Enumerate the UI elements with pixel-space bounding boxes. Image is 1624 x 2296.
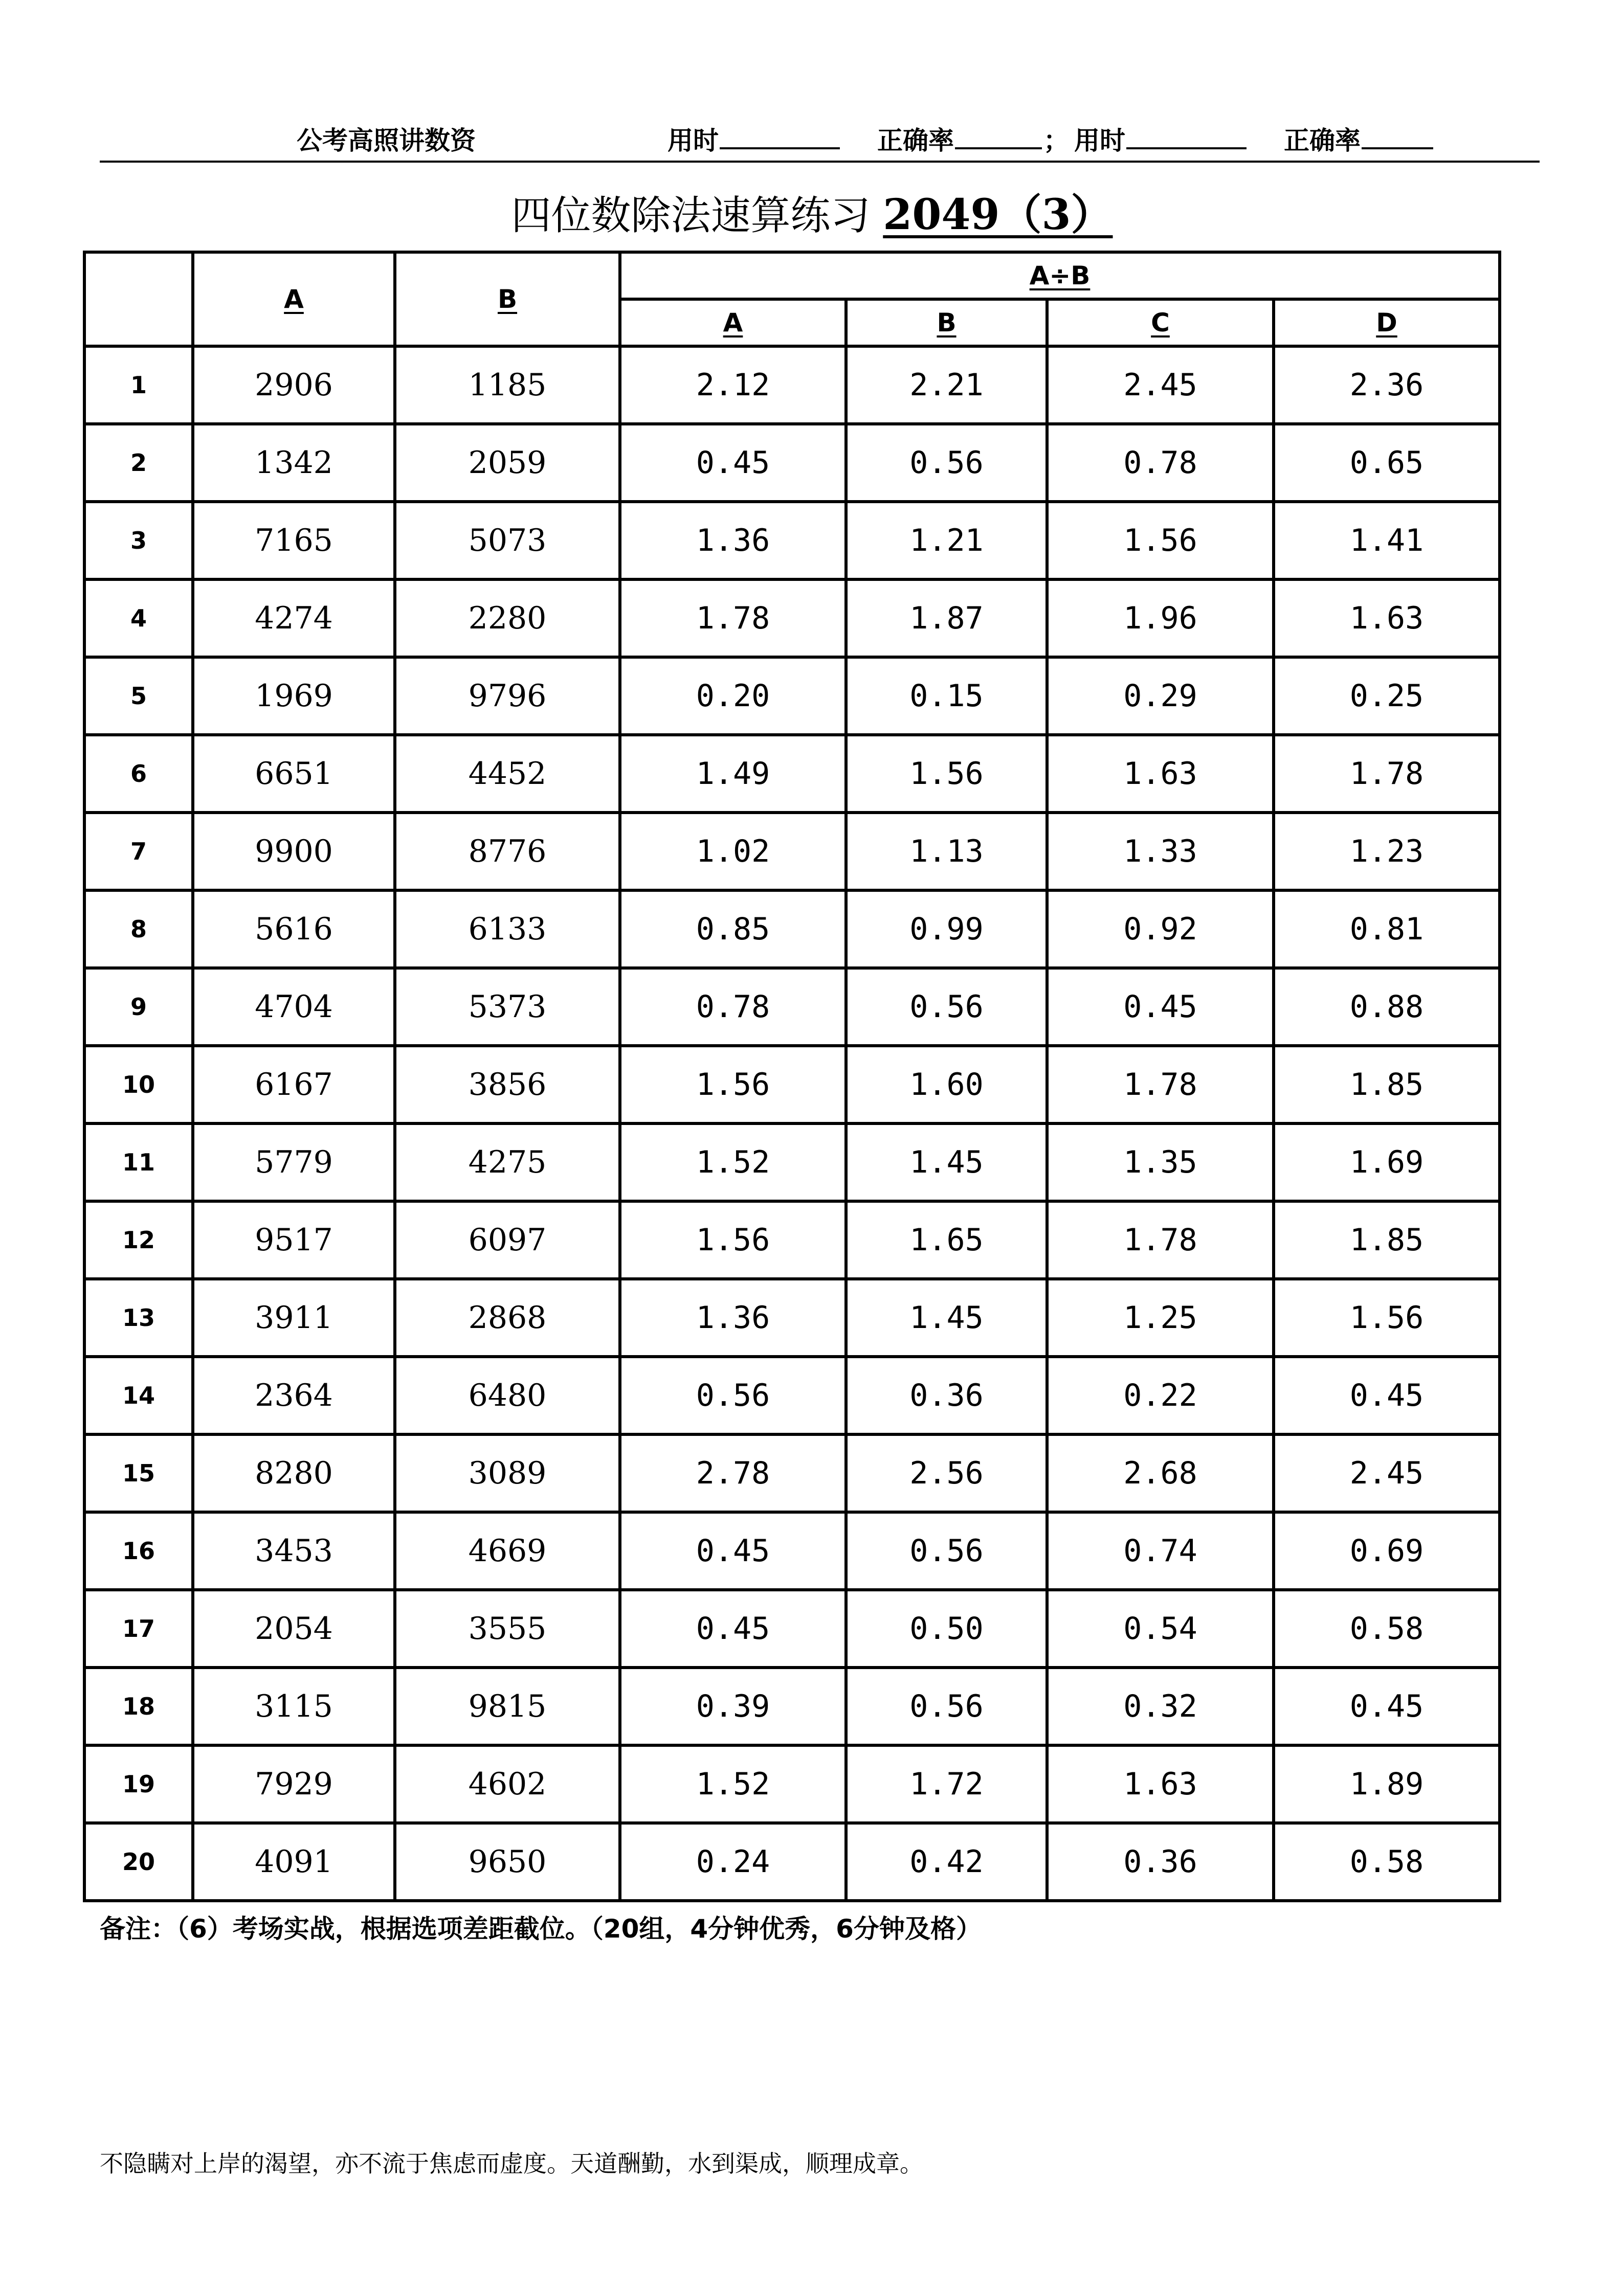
option-a[interactable]: 0.45 bbox=[620, 1590, 846, 1668]
option-a[interactable]: 0.85 bbox=[620, 890, 846, 968]
accuracy-blank-1[interactable] bbox=[955, 125, 1042, 149]
option-c[interactable]: 1.25 bbox=[1047, 1279, 1274, 1357]
option-b[interactable]: 1.21 bbox=[846, 502, 1047, 579]
value-b: 6480 bbox=[395, 1357, 620, 1434]
value-b: 3089 bbox=[395, 1434, 620, 1512]
time-blank-2[interactable] bbox=[1126, 125, 1247, 149]
time-label-2: 用时 bbox=[1074, 126, 1125, 155]
header-group bbox=[620, 252, 1500, 299]
table-row bbox=[84, 1046, 1500, 1123]
option-a[interactable]: 0.78 bbox=[620, 968, 846, 1046]
option-c[interactable]: 1.78 bbox=[1047, 1046, 1274, 1123]
value-a: 5779 bbox=[193, 1123, 395, 1201]
header-option-label: D bbox=[1376, 308, 1397, 337]
table-row bbox=[84, 1434, 1500, 1512]
table-row bbox=[84, 346, 1500, 424]
option-b[interactable]: 1.45 bbox=[846, 1279, 1047, 1357]
option-d[interactable]: 2.45 bbox=[1274, 1434, 1500, 1512]
table-row bbox=[84, 1123, 1500, 1201]
option-c[interactable]: 0.74 bbox=[1047, 1512, 1274, 1590]
value-a: 4274 bbox=[193, 579, 395, 657]
value-b: 2280 bbox=[395, 579, 620, 657]
option-a[interactable]: 1.78 bbox=[620, 579, 846, 657]
row-number: 18 bbox=[84, 1668, 193, 1745]
option-b[interactable]: 1.65 bbox=[846, 1201, 1047, 1279]
row-number: 13 bbox=[84, 1279, 193, 1357]
option-c[interactable]: 1.56 bbox=[1047, 502, 1274, 579]
header-index-cell bbox=[84, 252, 193, 346]
option-d[interactable]: 1.78 bbox=[1274, 735, 1500, 813]
value-a: 4704 bbox=[193, 968, 395, 1046]
row-number: 17 bbox=[84, 1590, 193, 1668]
value-b: 2059 bbox=[395, 424, 620, 502]
option-b[interactable]: 1.13 bbox=[846, 813, 1047, 890]
value-b: 8776 bbox=[395, 813, 620, 890]
option-c[interactable]: 0.22 bbox=[1047, 1357, 1274, 1434]
option-a[interactable]: 0.39 bbox=[620, 1668, 846, 1745]
note-text: 备注：（6）考场实战，根据选项差距截位。（20组，4分钟优秀，6分钟及格） bbox=[100, 1914, 982, 1944]
header-option-a bbox=[620, 299, 846, 346]
row-number: 12 bbox=[84, 1201, 193, 1279]
option-c[interactable]: 0.54 bbox=[1047, 1590, 1274, 1668]
option-c[interactable]: 0.36 bbox=[1047, 1823, 1274, 1901]
option-c[interactable]: 0.32 bbox=[1047, 1668, 1274, 1745]
option-d[interactable]: 1.85 bbox=[1274, 1201, 1500, 1279]
value-b: 9796 bbox=[395, 657, 620, 735]
option-a[interactable]: 1.36 bbox=[620, 502, 846, 579]
value-b: 6133 bbox=[395, 890, 620, 968]
value-b: 9650 bbox=[395, 1823, 620, 1901]
option-b[interactable]: 0.56 bbox=[846, 1668, 1047, 1745]
row-number: 2 bbox=[84, 424, 193, 502]
header-source-label: 公考高照讲数资 bbox=[297, 126, 476, 155]
option-b[interactable]: 0.15 bbox=[846, 657, 1047, 735]
header-option-c bbox=[1047, 299, 1274, 346]
value-b: 6097 bbox=[395, 1201, 620, 1279]
value-b: 3856 bbox=[395, 1046, 620, 1123]
option-a[interactable]: 1.36 bbox=[620, 1279, 846, 1357]
option-a[interactable]: 1.52 bbox=[620, 1745, 846, 1823]
option-b[interactable]: 0.56 bbox=[846, 424, 1047, 502]
value-a: 7929 bbox=[193, 1745, 395, 1823]
option-b[interactable]: 0.56 bbox=[846, 1512, 1047, 1590]
header-separator: ； bbox=[1043, 126, 1069, 155]
option-d[interactable]: 0.45 bbox=[1274, 1357, 1500, 1434]
option-d[interactable]: 0.58 bbox=[1274, 1590, 1500, 1668]
option-c[interactable]: 1.96 bbox=[1047, 579, 1274, 657]
value-b: 4452 bbox=[395, 735, 620, 813]
option-b[interactable]: 0.56 bbox=[846, 968, 1047, 1046]
option-a[interactable]: 1.52 bbox=[620, 1123, 846, 1201]
option-d[interactable]: 1.41 bbox=[1274, 502, 1500, 579]
option-b[interactable]: 1.56 bbox=[846, 735, 1047, 813]
accuracy-blank-2[interactable] bbox=[1362, 125, 1433, 149]
header-col-b-label: B bbox=[497, 284, 518, 314]
option-a[interactable]: 0.56 bbox=[620, 1357, 846, 1434]
table-row bbox=[84, 1590, 1500, 1668]
table-row bbox=[84, 502, 1500, 579]
value-b: 4669 bbox=[395, 1512, 620, 1590]
time-label-1: 用时 bbox=[668, 126, 719, 155]
option-d[interactable]: 1.69 bbox=[1274, 1123, 1500, 1201]
option-c[interactable]: 0.78 bbox=[1047, 424, 1274, 502]
table-row bbox=[84, 1668, 1500, 1745]
option-c[interactable]: 2.68 bbox=[1047, 1434, 1274, 1512]
option-d[interactable]: 2.36 bbox=[1274, 346, 1500, 424]
value-a: 3911 bbox=[193, 1279, 395, 1357]
option-d[interactable]: 0.81 bbox=[1274, 890, 1500, 968]
table-row bbox=[84, 424, 1500, 502]
value-b: 3555 bbox=[395, 1590, 620, 1668]
option-b[interactable]: 1.72 bbox=[846, 1745, 1047, 1823]
row-number: 5 bbox=[84, 657, 193, 735]
row-number: 20 bbox=[84, 1823, 193, 1901]
header-option-label: B bbox=[937, 308, 956, 337]
value-a: 3115 bbox=[193, 1668, 395, 1745]
value-b: 2868 bbox=[395, 1279, 620, 1357]
row-number: 9 bbox=[84, 968, 193, 1046]
header-option-b bbox=[846, 299, 1047, 346]
row-number: 1 bbox=[84, 346, 193, 424]
option-a[interactable]: 1.49 bbox=[620, 735, 846, 813]
table-row bbox=[84, 1512, 1500, 1590]
row-number: 7 bbox=[84, 813, 193, 890]
value-a: 3453 bbox=[193, 1512, 395, 1590]
table-row bbox=[84, 1357, 1500, 1434]
value-b: 5373 bbox=[395, 968, 620, 1046]
row-number: 8 bbox=[84, 890, 193, 968]
option-d[interactable]: 0.65 bbox=[1274, 424, 1500, 502]
option-c[interactable]: 0.29 bbox=[1047, 657, 1274, 735]
option-d[interactable]: 0.45 bbox=[1274, 1668, 1500, 1745]
table-row bbox=[84, 813, 1500, 890]
option-d[interactable]: 1.89 bbox=[1274, 1745, 1500, 1823]
option-a[interactable]: 1.02 bbox=[620, 813, 846, 890]
header-rule bbox=[100, 161, 1540, 163]
value-b: 9815 bbox=[395, 1668, 620, 1745]
header-col-a bbox=[193, 252, 395, 346]
value-a: 4091 bbox=[193, 1823, 395, 1901]
value-b: 1185 bbox=[395, 346, 620, 424]
table-row bbox=[84, 1823, 1500, 1901]
option-c[interactable]: 1.78 bbox=[1047, 1201, 1274, 1279]
title-number: 2049（3） bbox=[883, 190, 1113, 239]
row-number: 3 bbox=[84, 502, 193, 579]
header-col-b bbox=[395, 252, 620, 346]
header-row-1 bbox=[84, 252, 1500, 299]
header-option-label: A bbox=[723, 308, 743, 337]
option-b[interactable]: 0.50 bbox=[846, 1590, 1047, 1668]
value-b: 5073 bbox=[395, 502, 620, 579]
value-a: 2364 bbox=[193, 1357, 395, 1434]
value-a: 7165 bbox=[193, 502, 395, 579]
row-number: 14 bbox=[84, 1357, 193, 1434]
header-option-label: C bbox=[1151, 308, 1170, 337]
header-option-d bbox=[1274, 299, 1500, 346]
option-c[interactable]: 2.45 bbox=[1047, 346, 1274, 424]
table-row bbox=[84, 968, 1500, 1046]
option-a[interactable]: 2.12 bbox=[620, 346, 846, 424]
value-a: 5616 bbox=[193, 890, 395, 968]
table-row bbox=[84, 579, 1500, 657]
option-d[interactable]: 1.63 bbox=[1274, 579, 1500, 657]
value-a: 1342 bbox=[193, 424, 395, 502]
practice-table bbox=[83, 251, 1501, 1902]
value-a: 2054 bbox=[193, 1590, 395, 1668]
option-b[interactable]: 2.21 bbox=[846, 346, 1047, 424]
footer-motto: 不隐瞒对上岸的渴望，亦不流于焦虑而虚度。天道酬勤，水到渠成，顺理成章。 bbox=[100, 2150, 923, 2177]
row-number: 16 bbox=[84, 1512, 193, 1590]
row-number: 10 bbox=[84, 1046, 193, 1123]
option-c[interactable]: 0.92 bbox=[1047, 890, 1274, 968]
option-d[interactable]: 0.88 bbox=[1274, 968, 1500, 1046]
value-b: 4602 bbox=[395, 1745, 620, 1823]
option-a[interactable]: 2.78 bbox=[620, 1434, 846, 1512]
row-number: 6 bbox=[84, 735, 193, 813]
value-a: 1969 bbox=[193, 657, 395, 735]
value-a: 9517 bbox=[193, 1201, 395, 1279]
option-b[interactable]: 0.36 bbox=[846, 1357, 1047, 1434]
table-row bbox=[84, 1745, 1500, 1823]
option-c[interactable]: 1.63 bbox=[1047, 1745, 1274, 1823]
option-c[interactable]: 1.35 bbox=[1047, 1123, 1274, 1201]
option-d[interactable]: 0.69 bbox=[1274, 1512, 1500, 1590]
option-c[interactable]: 1.33 bbox=[1047, 813, 1274, 890]
option-a[interactable]: 1.56 bbox=[620, 1046, 846, 1123]
option-b[interactable]: 0.42 bbox=[846, 1823, 1047, 1901]
row-number: 11 bbox=[84, 1123, 193, 1201]
table-row bbox=[84, 657, 1500, 735]
value-a: 8280 bbox=[193, 1434, 395, 1512]
page-title bbox=[0, 182, 1624, 241]
value-b: 4275 bbox=[395, 1123, 620, 1201]
accuracy-field-1[interactable] bbox=[877, 120, 1042, 157]
option-d[interactable]: 0.58 bbox=[1274, 1823, 1500, 1901]
time-blank-1[interactable] bbox=[720, 125, 840, 149]
option-b[interactable]: 1.60 bbox=[846, 1046, 1047, 1123]
option-d[interactable]: 1.85 bbox=[1274, 1046, 1500, 1123]
title-text: 四位数除法速算练习 bbox=[511, 193, 871, 239]
option-c[interactable]: 0.45 bbox=[1047, 968, 1274, 1046]
option-a[interactable]: 0.45 bbox=[620, 424, 846, 502]
row-number: 19 bbox=[84, 1745, 193, 1823]
option-d[interactable]: 1.23 bbox=[1274, 813, 1500, 890]
row-number: 4 bbox=[84, 579, 193, 657]
table-row bbox=[84, 890, 1500, 968]
option-b[interactable]: 2.56 bbox=[846, 1434, 1047, 1512]
accuracy-field-2[interactable] bbox=[1284, 120, 1433, 157]
option-b[interactable]: 1.87 bbox=[846, 579, 1047, 657]
option-a[interactable]: 0.45 bbox=[620, 1512, 846, 1590]
header-col-a-label: A bbox=[284, 284, 304, 314]
option-b[interactable]: 0.99 bbox=[846, 890, 1047, 968]
value-a: 2906 bbox=[193, 346, 395, 424]
time-field-1[interactable] bbox=[668, 120, 840, 157]
option-b[interactable]: 1.45 bbox=[846, 1123, 1047, 1201]
option-a[interactable]: 1.56 bbox=[620, 1201, 846, 1279]
option-a[interactable]: 0.20 bbox=[620, 657, 846, 735]
table-row bbox=[84, 1279, 1500, 1357]
option-c[interactable]: 1.63 bbox=[1047, 735, 1274, 813]
option-d[interactable]: 1.56 bbox=[1274, 1279, 1500, 1357]
option-a[interactable]: 0.24 bbox=[620, 1823, 846, 1901]
option-d[interactable]: 0.25 bbox=[1274, 657, 1500, 735]
value-a: 6651 bbox=[193, 735, 395, 813]
header-group-label: A÷B bbox=[1029, 261, 1091, 290]
table-row bbox=[84, 735, 1500, 813]
row-number: 15 bbox=[84, 1434, 193, 1512]
value-a: 6167 bbox=[193, 1046, 395, 1123]
value-a: 9900 bbox=[193, 813, 395, 890]
accuracy-label-2: 正确率 bbox=[1284, 126, 1361, 155]
table-row bbox=[84, 1201, 1500, 1279]
time-field-2[interactable] bbox=[1074, 120, 1247, 157]
accuracy-label-1: 正确率 bbox=[877, 126, 954, 155]
